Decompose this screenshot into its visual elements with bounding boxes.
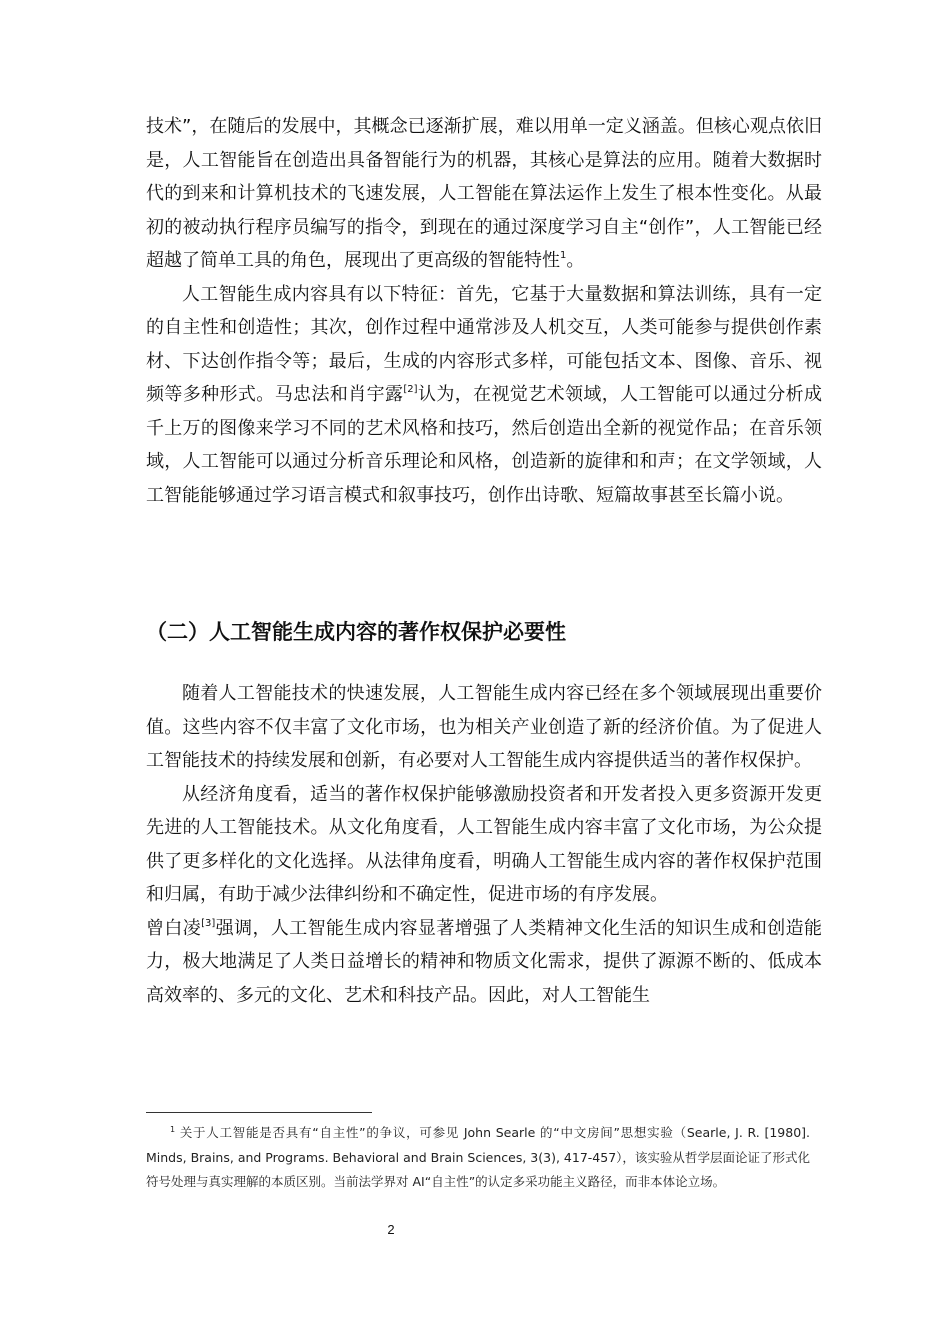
- citation-reference[interactable]: [3]: [201, 917, 216, 929]
- footnote-reference[interactable]: 1: [560, 250, 567, 261]
- footnote-separator: [146, 1112, 372, 1113]
- paragraph-4: 从经济角度看，适当的著作权保护能够激励投资者和开发者投入更多资源开发更先进的人工智能技术。从文化角度看，人工智能生成内容丰富了文化市场，为公众提供了更多样化的文化选择。从法律角度看，明确人工智能生成内容的著作权保护范围和归属，有助于减少法律纠纷和不确定性，促进市场的有序发展。: [146, 783, 822, 905]
- paragraph-1: 技术”，在随后的发展中，其概念已逐渐扩展，难以用单一定义涵盖。但核心观点依旧是，人工智能旨在创造出具备智能行为的机器，其核心是算法的应用。随着大数据时代的到来和计算机技术的飞速发展，人工智能在算法运作上发生了根本性变化。从最初的被动执行程序员编写的指令，到现在的通过深度学习自主“创作”，人工智能已经超越了简单工具的角色，展现出了更高级的智能特性$^1$。: [146, 116, 822, 271]
- citation-reference[interactable]: [2]: [403, 384, 418, 395]
- footnote-text: 关于人工智能是否具有“自主性”的争议，可参见 John Searle 的“中文房间”思想实验（Searle, J. R. [1980]. Minds, Brains, and Programs. Behavioral and Brain Sciences, 3(3), 417-457），该实验从哲学层面论证了形式化符号处理与真实理解的本质区别。当前法学界对 AI“自主性”的认定多采功能主义路径，而非本体论立场。: [146, 1125, 810, 1189]
- paragraph-2: 人工智能生成内容具有以下特征：首先，它基于大量数据和算法训练，具有一定的自主性和创造性；其次，创作过程中通常涉及人机交互，人类可能参与提供创作素材、下达创作指令等；最后，生成的内容形式多样，可能包括文本、图像、音乐、视频等多种形式。马忠法和肖宇露[2]认为，在视觉艺术领域，人工智能可以通过分析成千上万的图像来学习不同的艺术风格和技巧，然后创造出全新的视觉作品；在音乐领域，人工智能可以通过分析音乐理论和风格，创造新的旋律和和声；在文学领域，人工智能能够通过学习语言模式和叙事技巧，创作出诗歌、短篇故事甚至长篇小说。: [146, 283, 823, 506]
- footnote: [146, 1121, 810, 1195]
- footnote-mark: 1: [170, 1125, 176, 1134]
- page-number: 2: [387, 1222, 395, 1237]
- paragraph-5: 曾白凌[3]强调，人工智能生成内容显著增强了人类精神文化生活的知识生成和创造能力，极大地满足了人类日益增长的精神和物质文化需求，提供了源源不断的、低成本高效率的、多元的文化、艺术和科技产品。因此，对人工智能生: [146, 917, 823, 1006]
- section-1-text: [146, 110, 822, 512]
- section-2-text: [146, 677, 822, 1012]
- paragraph-3: 随着人工智能技术的快速发展，人工智能生成内容已经在多个领域展现出重要价值。这些内容不仅丰富了文化市场，也为相关产业创造了新的经济价值。为了促进人工智能技术的持续发展和创新，有必要对人工智能生成内容提供适当的著作权保护。: [146, 683, 822, 771]
- section-heading: （二）人工智能生成内容的著作权保护必要性: [146, 620, 566, 644]
